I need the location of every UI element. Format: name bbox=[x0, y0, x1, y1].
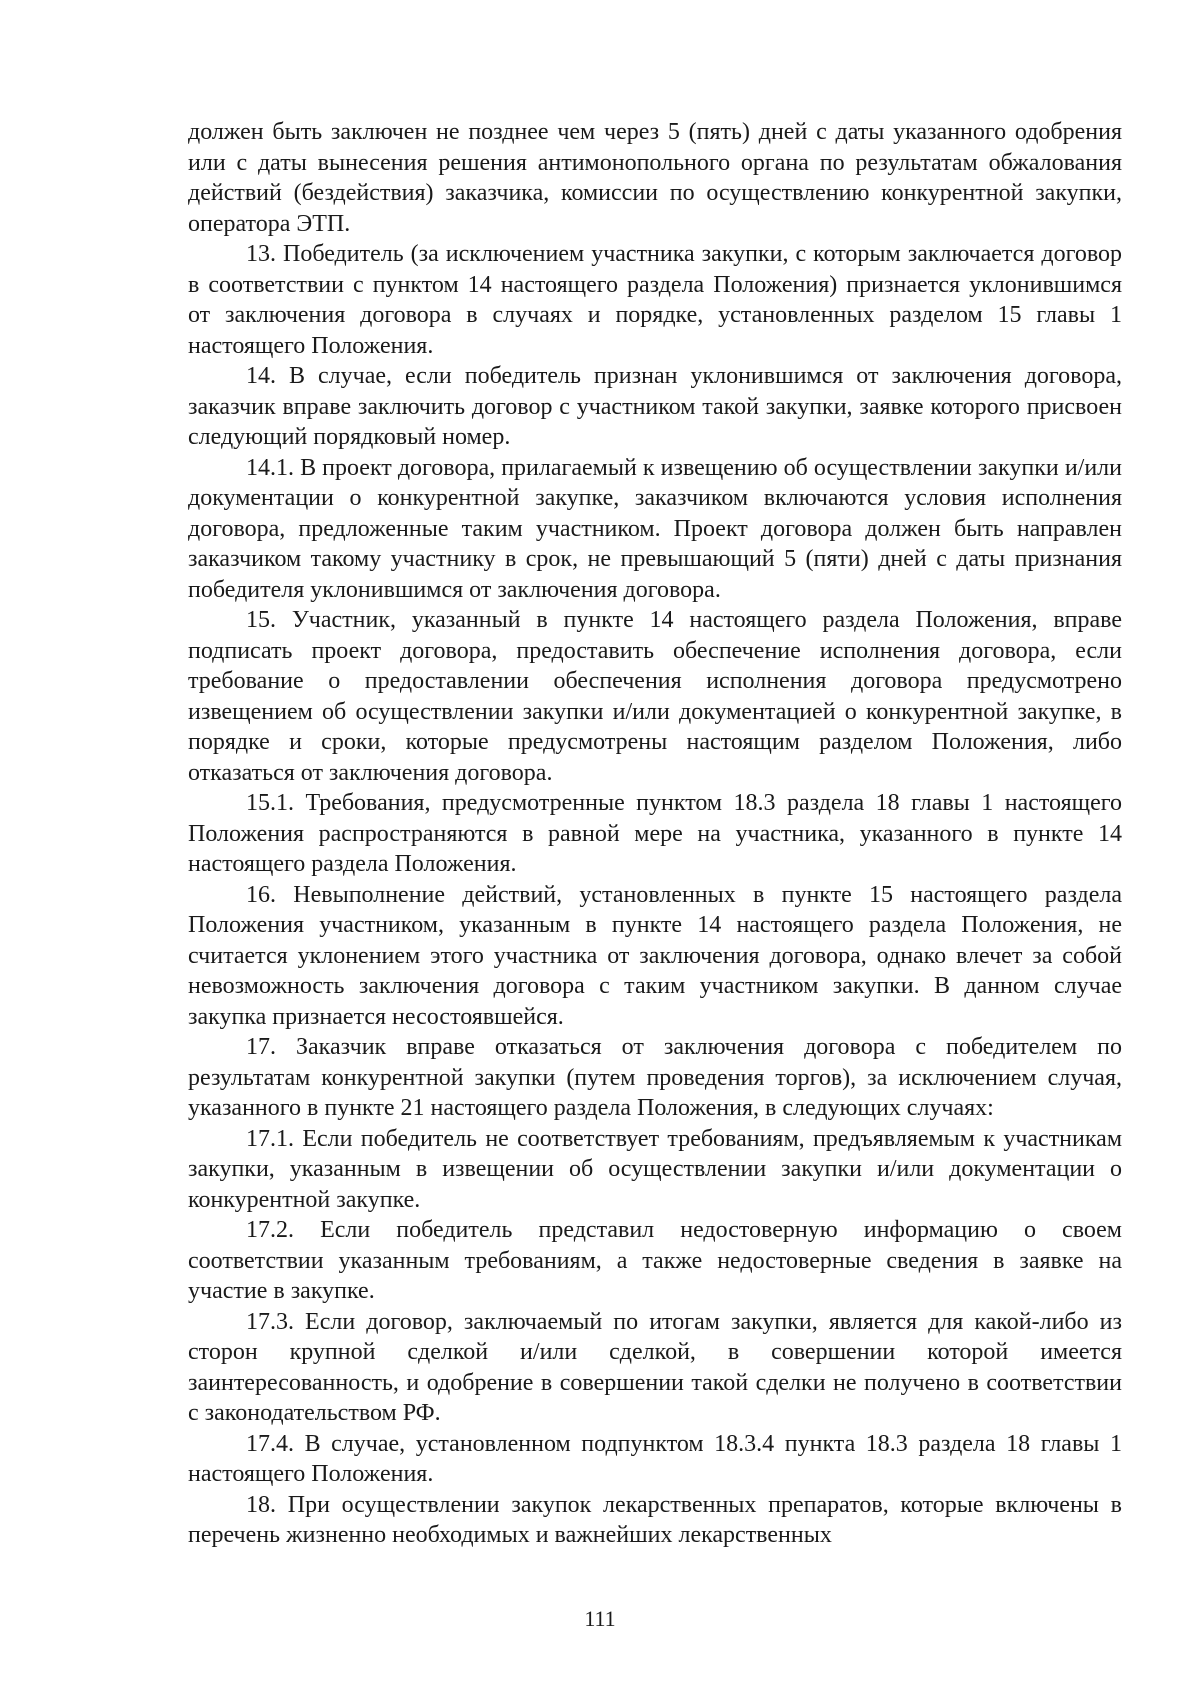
paragraph-14: 14. В случае, если победитель признан уклонившимся от заключения договора, заказчик вправе заключить договор с участником такой закупки, заявке которого присвоен следующий порядковый номер. bbox=[188, 363, 1122, 450]
paragraph-continuation: должен быть заключен не позднее чем через 5 (пять) дней с даты указанного одобрения или с даты вынесения решения антимонопольного органа по результатам обжалования действий (бездействия) заказчика, комиссии по осуществлению конкурентной закупки, оператора ЭТП. bbox=[188, 119, 1122, 237]
paragraph-15: 15. Участник, указанный в пункте 14 настоящего раздела Положения, вправе подписать проект договора, предоставить обеспечение исполнения договора, если требование о предоставлении обеспечения исполнения договора предусмотрено извещением об осуществлении закупки и/или документацией о конкурентной закупке, в порядке и сроки, которые предусмотрены настоящим разделом Положения, либо отказаться от заключения договора. bbox=[188, 607, 1122, 786]
paragraph-13: 13. Победитель (за исключением участника закупки, с которым заключается договор в соответствии с пунктом 14 настоящего раздела Положения) признается уклонившимся от заключения договора в случаях и порядке, установленных разделом 15 главы 1 настоящего Положения. bbox=[188, 241, 1122, 359]
paragraph-17-3: 17.3. Если договор, заключаемый по итогам закупки, является для какой-либо из сторон крупной сделкой и/или сделкой, в совершении которой имеется заинтересованность, и одобрение в совершении такой сделки не получено в соответствии с законодательством РФ. bbox=[188, 1308, 1122, 1426]
paragraph-18: 18. При осуществлении закупок лекарственных препаратов, которые включены в перечень жизненно необходимых и важнейших лекарственных bbox=[188, 1491, 1122, 1548]
paragraph-16: 16. Невыполнение действий, установленных в пункте 15 настоящего раздела Положения участником, указанным в пункте 14 настоящего раздела Положения, не считается уклонением этого участника от заключения договора, однако влечет за собой невозможность заключения договора с таким участником закупки. В данном случае закупка признается несостоявшейся. bbox=[188, 881, 1122, 1030]
paragraph-17: 17. Заказчик вправе отказаться от заключения договора с победителем по результатам конкурентной закупки (путем проведения торгов), за исключением случая, указанного в пункте 21 настоящего раздела Положения, в следующих случаях: bbox=[188, 1034, 1122, 1121]
paragraph-17-2: 17.2. Если победитель представил недостоверную информацию о своем соответствии указанным требованиям, а также недостоверные сведения в заявке на участие в закупке. bbox=[188, 1217, 1122, 1304]
paragraph-17-1: 17.1. Если победитель не соответствует требованиям, предъявляемым к участникам закупки, указанным в извещении об осуществлении закупки и/или документации о конкурентной закупке. bbox=[188, 1125, 1122, 1213]
page-number: 111 bbox=[584, 1606, 616, 1631]
paragraph-15-1: 15.1. Требования, предусмотренные пунктом 18.3 раздела 18 главы 1 настоящего Положения распространяются в равной мере на участника, указанного в пункте 14 настоящего раздела Положения. bbox=[188, 790, 1122, 877]
paragraph-14-1: 14.1. В проект договора, прилагаемый к извещению об осуществлении закупки и/или документации о конкурентной закупке, заказчиком включаются условия исполнения договора, предложенные таким участником. Проект договора должен быть направлен заказчиком такому участнику в срок, не превышающий 5 (пяти) дней с даты признания победителя уклонившимся от заключения договора. bbox=[188, 454, 1122, 603]
document-body bbox=[188, 117, 1122, 1551]
paragraph-17-4: 17.4. В случае, установленном подпунктом 18.3.4 пункта 18.3 раздела 18 главы 1 настоящего Положения. bbox=[188, 1430, 1122, 1487]
